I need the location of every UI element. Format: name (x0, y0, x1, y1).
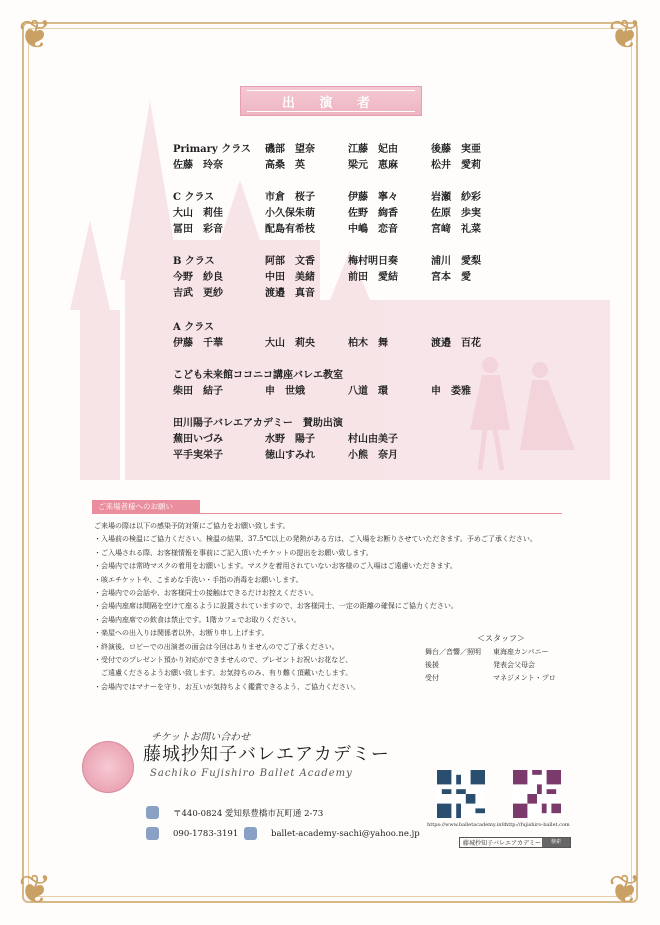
staff-org: 東海座カンパニー (493, 648, 549, 656)
notice-line: ・咳エチケットや、こまめな手洗い・手指の消毒をお願いします。 (94, 575, 303, 584)
notice-line: ・会場内ではマナーを守り、お互いが気持ちよく鑑賞できるよう、ご協力ください。 (94, 682, 360, 691)
cast-name: 中田 美緒 (265, 272, 315, 283)
academy-roman-name: Sachiko Fujishiro Ballet Academy (150, 768, 353, 779)
cast-name: 伊藤 寧々 (348, 192, 398, 203)
academy-logo (82, 741, 134, 793)
class-label: こども未来館ココニコ講座バレエ教室 (173, 370, 343, 381)
cast-name: 八道 環 (348, 386, 388, 397)
staff-row (425, 646, 556, 659)
phone-number[interactable]: 090-1783-3191 (173, 828, 239, 839)
notice-line: ・楽屋への出入りは関係者以外、お断り申し上げます。 (94, 629, 269, 638)
ticket-inquiry-label: チケットお問い合わせ (151, 732, 251, 743)
cast-name: 今野 紗良 (173, 272, 223, 283)
notice-divider (92, 513, 562, 514)
search-box[interactable] (459, 837, 571, 848)
notice-line: ・会場内での会話や、お客様同士の接触はできるだけお控えください。 (94, 589, 318, 598)
notice-line: ご遠慮くださるようお願い致します。お気持ちのみ、有り難く頂戴いたします。 (94, 669, 353, 678)
cast-name: 佐野 絢香 (348, 208, 398, 219)
cast-name: 市倉 桜子 (265, 192, 315, 203)
cast-name: 徳山すみれ (265, 450, 315, 461)
cast-name: 佐藤 玲奈 (173, 160, 223, 171)
cast-name: 前田 愛結 (348, 272, 398, 283)
qr-code-1[interactable] (437, 770, 485, 818)
search-text: 藤城抄知子バレエアカデミー (463, 840, 541, 847)
notice-line: ・会場内では常時マスクの着用をお願いします。マスクを着用されていないお客様のご入場はご遠慮いただきます。 (94, 562, 457, 571)
notice-line: ・入場前の検温にご協力ください。検温の結果、37.5℃以上の発熱がある方は、ご入場をお断りさせていただきます。予めご了承ください。 (94, 535, 537, 544)
staff-row (425, 659, 556, 672)
address-row (146, 806, 323, 819)
email-address[interactable]: ballet-academy-sachi@yahoo.ne.jp (271, 828, 420, 839)
cast-name: 水野 陽子 (265, 434, 315, 445)
cast-name: 小久保朱萌 (265, 208, 315, 219)
address: 〒440-0824 愛知県豊橋市瓦町通 2-73 (173, 808, 324, 819)
cast-title-banner (240, 86, 422, 116)
notice-line: ・会場内座席での飲食は禁止です。1階カフェでお取りください。 (94, 615, 301, 624)
cast-name: 後藤 実亜 (431, 144, 481, 155)
qr-code-2[interactable] (513, 770, 561, 818)
class-label: B クラス (173, 256, 215, 267)
cast-name: 磯部 望奈 (265, 144, 315, 155)
search-button[interactable]: 検索 (542, 838, 570, 847)
cast-name: 蕪田いづみ (173, 434, 223, 445)
staff-role: 後援 (425, 661, 439, 669)
phone-row (146, 827, 238, 840)
staff-role: 受付 (425, 674, 439, 682)
cast-name: 冨田 彩音 (173, 224, 223, 235)
phone-icon (146, 827, 159, 840)
corner-ornament-icon: ❦ (18, 12, 52, 58)
cast-name: 宮本 愛 (431, 272, 471, 283)
notice-line: ・会場内座席は間隔を空けて座るように設置されていますので、お客様同士、一定の距離の確保にご協力ください。 (94, 602, 458, 611)
staff-list (425, 646, 556, 685)
qr-label-1: https://www.balletacademy.info (427, 822, 507, 828)
cast-name: 江藤 妃由 (348, 144, 398, 155)
cast-name: 申 世娥 (265, 386, 305, 397)
qr-label-2: http://fujishiro-ballet.com (505, 822, 570, 828)
class-label: A クラス (173, 322, 214, 333)
class-label: Primary クラス (173, 144, 251, 155)
staff-title: ＜スタッフ＞ (477, 634, 525, 643)
notice-heading: ご来場者様へのお願い (92, 500, 200, 514)
notice-line: ・ご入場される際、お客様情報を事前にご記入頂いたチケットの提出をお願い致します。 (94, 548, 373, 557)
notice-line: ・終演後、ロビーでの出演者の面会は今回はありませんのでご了承ください。 (94, 642, 339, 651)
cast-name: 梅村明日奏 (348, 256, 398, 267)
cast-name: 柏木 舞 (348, 338, 388, 349)
cast-name: 大山 莉佳 (173, 208, 223, 219)
cast-name: 岩瀬 紗彩 (431, 192, 481, 203)
cast-name: 吉武 更紗 (173, 288, 223, 299)
email-row (244, 827, 420, 840)
cast-name: 渡邉 百花 (431, 338, 481, 349)
cast-name: 阿部 文香 (265, 256, 315, 267)
corner-ornament-icon: ❦ (608, 12, 642, 58)
staff-row (425, 672, 556, 685)
cast-name: 小熊 奈月 (348, 450, 398, 461)
cast-title: 出 演 者 (247, 90, 415, 112)
cast-name: 配島有希枝 (265, 224, 315, 235)
cast-name: 梁元 恵麻 (348, 160, 398, 171)
class-label: 田川陽子バレエアカデミー 賛助出演 (173, 418, 343, 429)
corner-ornament-icon: ❦ (608, 867, 642, 913)
staff-org: 発表会父母会 (493, 661, 535, 669)
cast-name: 佐原 歩実 (431, 208, 481, 219)
class-label: C クラス (173, 192, 215, 203)
staff-role: 舞台／音響／照明 (425, 648, 481, 656)
notice-line: ・受付でのプレゼント預かり対応ができませんので、プレゼントお祝いお花など、 (94, 656, 353, 665)
cast-name: 平手実栄子 (173, 450, 223, 461)
cast-name: 渡邉 真音 (265, 288, 315, 299)
mail-icon (244, 827, 257, 840)
cast-name: 中嶋 恋音 (348, 224, 398, 235)
academy-name: 藤城抄知子バレエアカデミー (143, 744, 390, 765)
cast-name: 高桑 英 (265, 160, 305, 171)
cast-name: 村山由美子 (348, 434, 398, 445)
notice-line: ご来場の際は以下の感染予防対策にご協力をお願い致します。 (94, 522, 290, 530)
cast-name: 浦川 愛梨 (431, 256, 481, 267)
cast-name: 柴田 結子 (173, 386, 223, 397)
cast-name: 伊藤 千華 (173, 338, 223, 349)
cast-name: 申 娄雅 (431, 386, 471, 397)
cast-name: 大山 莉央 (265, 338, 315, 349)
map-pin-icon (146, 806, 159, 819)
staff-org: マネジメント・プロ (493, 674, 556, 682)
cast-name: 松井 愛莉 (431, 160, 481, 171)
corner-ornament-icon: ❦ (18, 867, 52, 913)
cast-name: 宮﨑 礼菜 (431, 224, 481, 235)
